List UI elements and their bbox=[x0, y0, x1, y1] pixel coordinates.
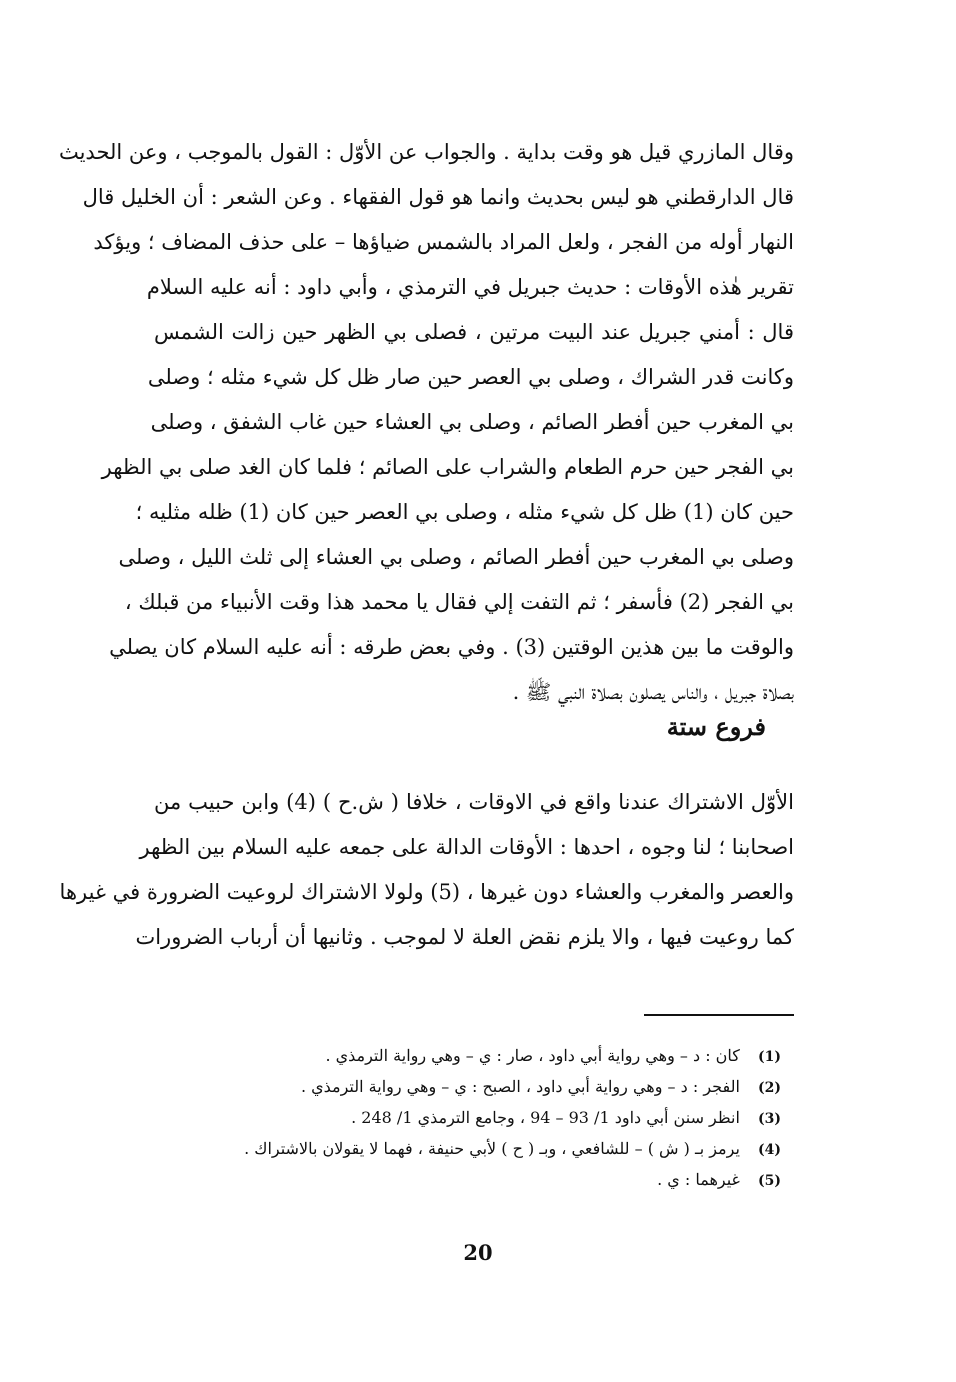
text-line: النهار أوله من الفجر ، ولعل المراد بالشمس ضياؤها – على حذف المضاف ؛ ويؤكد bbox=[93, 230, 794, 254]
text-line: بي الفجر حين حرم الطعام والشراب على الصائم ؛ فلما كان الغد صلى بي الظهر bbox=[101, 455, 794, 479]
footnote-number: (5) bbox=[758, 1173, 781, 1189]
text-line: بي الفجر (2) فأسفر ؛ ثم التفت إلي فقال يا محمد هذا وقت الأنبياء من قبلك ، bbox=[124, 590, 794, 614]
footnote-text: انظر سنن أبي داود 1/ 93 – 94 ، وجامع الترمذي 1/ 248 . bbox=[351, 1108, 740, 1127]
footnote bbox=[161, 1071, 781, 1102]
text-line: اصحابنا ؛ لنا وجوه ، احدها : الأوقات الدالة على جمعه عليه السلام بين الظهر bbox=[139, 835, 794, 859]
footnote-text: كان : د – وهي رواية أبي داود ، صار : ي – وهي رواية الترمذي . bbox=[325, 1046, 740, 1065]
main-text-block bbox=[58, 130, 794, 715]
footnote bbox=[161, 1102, 781, 1133]
text-line: تقرير هٰذه الأوقات : حديث جبريل في الترمذي ، وأبي داود : أنه عليه السلام bbox=[146, 275, 794, 299]
page-number: 20 bbox=[463, 1240, 493, 1265]
footnote-text: يرمز بـ ( ش ) – للشافعي ، وبـ ( ح ) لأبي حنيفة ، فهما لا يقولان بالاشتراك . bbox=[244, 1139, 740, 1158]
footnote-text: غيرهما : ي . bbox=[657, 1170, 740, 1189]
footnote bbox=[161, 1040, 781, 1071]
text-line: حين كان (1) ظل كل شيء مثله ، وصلى بي العصر حين كان (1) ظله مثليه ؛ bbox=[135, 500, 794, 524]
footnote-number: (1) bbox=[758, 1049, 781, 1065]
section-heading: فروع ستة bbox=[666, 712, 766, 741]
text-line: بصلاة جبريل ، والناس يصلون بصلاة النبي ﷺ . bbox=[512, 680, 794, 704]
text-line: والعصر والمغرب والعشاء دون غيرها ، (5) ولولا الاشتراك لروعيت الضرورة في غيرها bbox=[59, 880, 794, 904]
text-line: كما روعيت فيها ، والا يلزم نقض العلة لا لموجب . وثانيها أن أرباب الضرورات bbox=[135, 925, 794, 949]
text-line: الأوّل الاشتراك عندنا واقع في الاوقات ، خلافا ( ش.ح ) (4) وابن حبيب من bbox=[154, 790, 794, 814]
footnote bbox=[161, 1164, 781, 1195]
text-line: وقال المازري قيل هو وقت بداية . والجواب عن الأوّل : القول بالموجب ، وعن الحديث bbox=[58, 140, 794, 164]
text-line: وكانت قدر الشراك ، وصلى بي العصر حين صار ظل كل شيء مثله ؛ وصلى bbox=[147, 365, 794, 389]
text-line: بي المغرب حين أفطر الصائم ، وصلى بي العشاء حين غاب الشفق ، وصلى bbox=[150, 410, 794, 434]
footnote-number: (3) bbox=[758, 1111, 781, 1127]
text-line: وصلى بي المغرب حين أفطر الصائم ، وصلى بي العشاء إلى ثلث الليل ، وصلى bbox=[118, 545, 794, 569]
footnote-number: (2) bbox=[758, 1080, 781, 1096]
text-line: قال الدارقطني هو ليس بحديث وانما هو قول الفقهاء . وعن الشعر : أن الخليل قال bbox=[82, 185, 794, 209]
footnotes bbox=[161, 1040, 781, 1195]
text-line: قال : أمني جبريل عند البيت مرتين ، فصلى بي الظهر حين زالت الشمس bbox=[154, 320, 794, 344]
footnote-divider bbox=[644, 1014, 794, 1016]
footnote-number: (4) bbox=[758, 1142, 781, 1158]
text-line: والوقت ما بين هذين الوقتين (3) . وفي بعض طرقه : أنه عليه السلام كان يصلي bbox=[109, 635, 794, 659]
footnote bbox=[161, 1133, 781, 1164]
section-text-block bbox=[59, 780, 794, 960]
footnote-text: الفجر : د – وهي رواية أبي داود ، الصبح : ي – وهي رواية الترمذي . bbox=[300, 1077, 740, 1096]
